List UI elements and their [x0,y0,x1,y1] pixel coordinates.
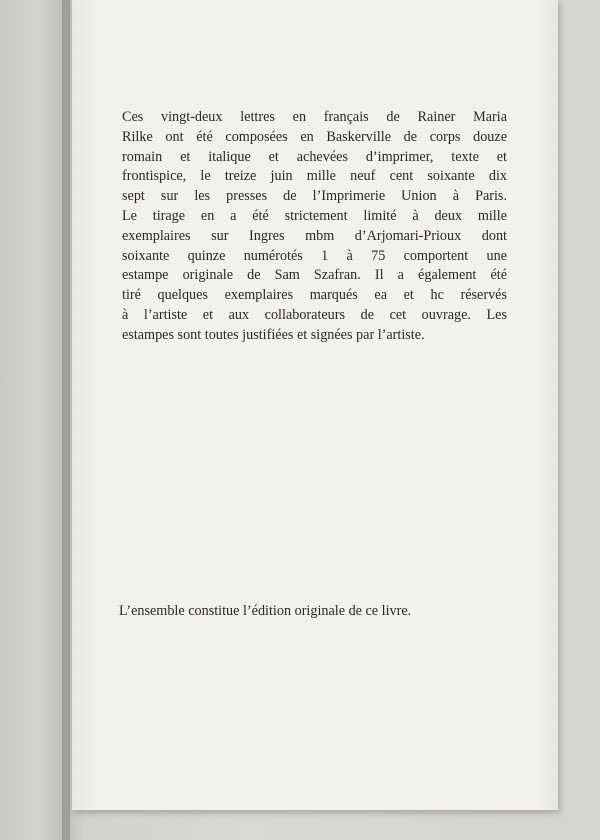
colophon-line: Rilke ont été composées en Baskerville de corps douze [122,128,507,145]
colophon-line: romain et italique et achevées d’imprimer, texte et [122,148,507,165]
colophon-line: tiré quelques exemplaires marqués ea et hc réservés [122,287,507,304]
facing-page-edge [0,0,70,840]
colophon-line: estampe originale de Sam Szafran. Il a également été [122,267,507,284]
colophon-line: exemplaires sur Ingres mbm d’Arjomari-Prioux dont [122,227,507,244]
book-page [72,0,558,810]
colophon-line: frontispice, le treize juin mille neuf cent soixante dix [122,168,507,185]
colophon-line: Ces vingt-deux lettres en français de Rainer Maria [122,109,507,125]
colophon-paragraph [122,108,507,346]
colophon-line: Le tirage en a été strictement limité à deux mille [122,207,507,224]
colophon-line: soixante quinze numérotés 1 à 75 comportent une [122,247,507,264]
colophon-line: sept sur les presses de l’Imprimerie Union à Paris. [122,188,507,205]
colophon-line: à l’artiste et aux collaborateurs de cet ouvrage. Les [122,306,507,323]
colophon-line: estampes sont toutes justifiées et signées par l’artiste. [122,326,425,343]
closing-statement: L’ensemble constitue l’édition originale de ce livre. [119,603,412,619]
